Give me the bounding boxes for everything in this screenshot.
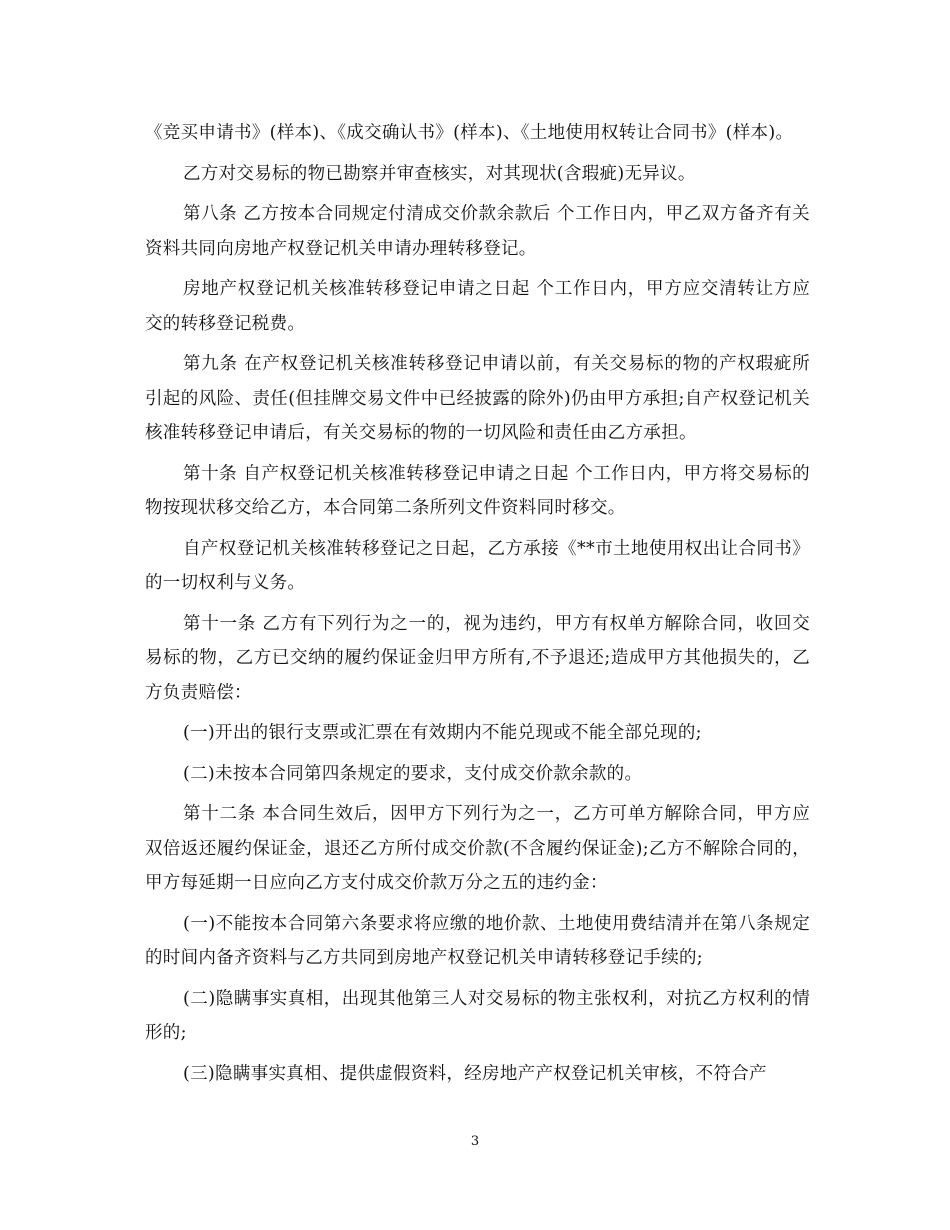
paragraph-article-8-tax: 房地产权登记机关核准转移登记申请之日起 个工作日内，甲方应交清转让方应交的转移登记税费。: [145, 279, 810, 334]
paragraph-article-11: 第十一条 乙方有下列行为之一的，视为违约，甲方有权单方解除合同，收回交易标的物，乙方已交纳的履约保证金归甲方所有,不予退还;造成甲方其他损失的，乙方负责赔偿：: [145, 613, 810, 703]
paragraph-article-11-item-2: (二)未按本合同第四条规定的要求，支付成交价款余款的。: [183, 763, 643, 784]
paragraph-article-8: 第八条 乙方按本合同规定付清成交价款余款后 个工作日内，甲乙双方备齐有关资料共同向房地产权登记机关申请办理转移登记。: [145, 204, 810, 259]
paragraph-article-12-item-2: (二)隐瞒事实真相，出现其他第三人对交易标的物主张权利，对抗乙方权利的情形的;: [145, 988, 810, 1043]
document-body: [145, 116, 810, 1097]
paragraph-article-12-item-1: (一)不能按本合同第六条要求将应缴的地价款、土地使用费结清并在第八条规定的时间内备齐资料与乙方共同到房地产权登记机关申请转移登记手续的;: [145, 913, 810, 968]
page-number: 3: [470, 1134, 480, 1149]
paragraph-article-9: 第九条 在产权登记机关核准转移登记申请以前，有关交易标的物的产权瑕疵所引起的风险、责任(但挂牌交易文件中已经披露的除外)仍由甲方承担;自产权登记机关核准转移登记申请后，有关交易标的物的一切风险和责任由乙方承担。: [145, 354, 810, 443]
paragraph-attachments: 《竞买申请书》(样本)、《成交确认书》(样本)、《土地使用权转让合同书》(样本)。: [145, 123, 794, 143]
paragraph-article-12-item-3: (三)隐瞒事实真相、提供虚假资料，经房地产产权登记机关审核，不符合产: [183, 1063, 767, 1084]
paragraph-article-10-rights: 自产权登记机关核准转移登记之日起，乙方承接《**市土地使用权出让合同书》的一切权利与义务。: [145, 538, 810, 593]
paragraph-inspection: 乙方对交易标的物已勘察并审查核实，对其现状(含瑕疵)无异议。: [183, 163, 696, 184]
paragraph-article-11-item-1: (一)开出的银行支票或汇票在有效期内不能兑现或不能全部兑现的;: [183, 723, 702, 743]
paragraph-article-12: 第十二条 本合同生效后，因甲方下列行为之一，乙方可单方解除合同，甲方应双倍返还履约保证金，退还乙方所付成交价款(不含履约保证金);乙方不解除合同的，甲方每延期一日应向乙方支付成交价款万分之五的违约金：: [145, 804, 810, 893]
paragraph-article-10: 第十条 自产权登记机关核准转移登记申请之日起 个工作日内，甲方将交易标的物按现状移交给乙方，本合同第二条所列文件资料同时移交。: [145, 463, 810, 518]
